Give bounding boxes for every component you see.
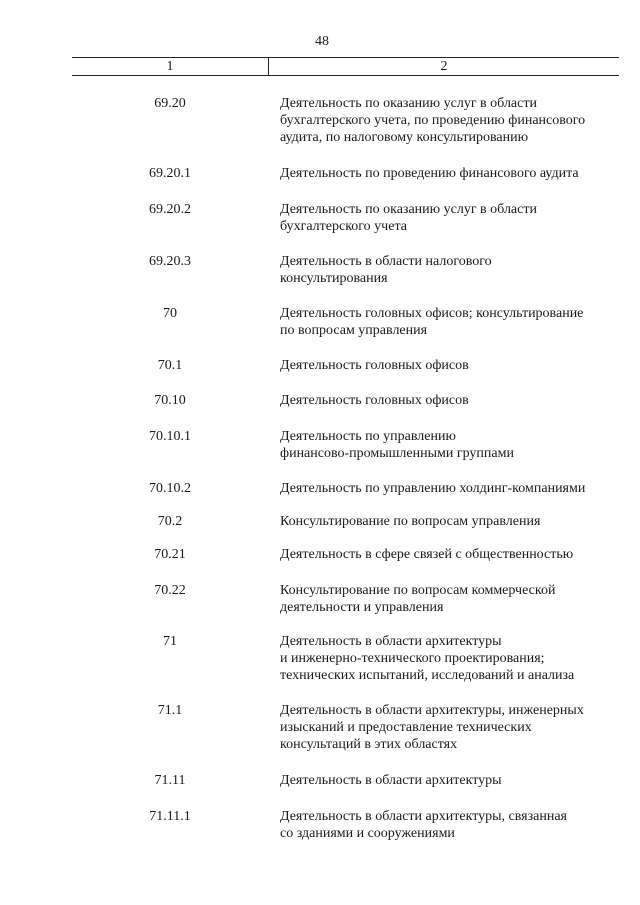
row-code: 69.20.2 xyxy=(149,202,191,217)
row-description xyxy=(280,392,625,409)
row-description-line: Деятельность головных офисов xyxy=(280,393,469,408)
row-description-line: Деятельность по проведению финансового аудита xyxy=(280,166,579,181)
row-description-line: Деятельность в области архитектуры, связанная xyxy=(280,809,567,824)
row-description-line: Деятельность головных офисов xyxy=(280,358,469,373)
row-description-line: бухгалтерского учета, по проведению финансового xyxy=(280,113,586,128)
table-row xyxy=(72,428,632,461)
row-description-line: и инженерно-технического проектирования; xyxy=(280,651,545,666)
row-description xyxy=(280,546,625,563)
table-row xyxy=(72,702,632,752)
row-description xyxy=(280,357,625,374)
table-row xyxy=(72,201,632,234)
column-header-description: 2 xyxy=(440,59,448,74)
row-description xyxy=(280,253,625,287)
table-row xyxy=(72,772,632,789)
row-code: 70.1 xyxy=(157,358,183,373)
row-description xyxy=(280,165,625,182)
row-description-line: Консультирование по вопросам коммерческой xyxy=(280,583,556,598)
row-code: 70.10.2 xyxy=(149,481,191,496)
table-header xyxy=(72,57,619,76)
table-row xyxy=(72,808,632,841)
row-description-line: Деятельность по управлению xyxy=(280,429,456,444)
row-description-line: изысканий и предоставление технических xyxy=(280,720,532,735)
row-description xyxy=(280,305,625,339)
row-description-line: Деятельность в области архитектуры, инженерных xyxy=(280,703,584,718)
row-description-line: Деятельность в области налогового xyxy=(280,254,492,269)
table-row xyxy=(72,392,632,409)
row-code: 70 xyxy=(163,306,177,321)
table-row xyxy=(72,305,632,338)
table-row xyxy=(72,582,632,615)
table-row xyxy=(72,253,632,286)
table-row xyxy=(72,165,632,182)
row-code: 69.20 xyxy=(154,96,186,111)
row-description xyxy=(280,480,625,497)
row-code: 71.1 xyxy=(157,703,183,718)
table-row xyxy=(72,546,632,563)
table-row xyxy=(72,95,632,145)
row-description xyxy=(280,95,625,146)
row-code: 71.11.1 xyxy=(149,809,191,824)
row-code: 70.22 xyxy=(154,583,186,598)
row-description-line: Деятельность головных офисов; консультирование xyxy=(280,306,584,321)
table-row xyxy=(72,633,632,683)
row-description xyxy=(280,633,625,684)
row-description xyxy=(280,772,625,789)
row-description xyxy=(280,808,625,842)
row-description-line: консультаций в этих областях xyxy=(280,737,458,752)
row-description-line: консультирования xyxy=(280,271,388,286)
row-description-line: Деятельность в сфере связей с общественностью xyxy=(280,547,574,562)
row-code: 69.20.1 xyxy=(149,166,191,181)
row-description-line: Деятельность в области архитектуры xyxy=(280,634,502,649)
row-code: 70.21 xyxy=(154,547,186,562)
page-number: 48 xyxy=(315,34,329,49)
row-description-line: аудита, по налоговому консультированию xyxy=(280,130,529,145)
table-row xyxy=(72,357,632,374)
row-code: 71.11 xyxy=(154,773,186,788)
row-description xyxy=(280,513,625,530)
row-description-line: бухгалтерского учета xyxy=(280,219,407,234)
column-header-code: 1 xyxy=(166,59,174,74)
row-description xyxy=(280,428,625,462)
row-description-line: технических испытаний, исследований и анализа xyxy=(280,668,575,683)
row-description-line: со зданиями и сооружениями xyxy=(280,826,455,841)
row-description xyxy=(280,582,625,616)
row-description xyxy=(280,201,625,235)
row-description-line: финансово-промышленными группами xyxy=(280,446,514,461)
row-code: 71 xyxy=(163,634,177,649)
table-row xyxy=(72,480,632,497)
table-row xyxy=(72,513,632,530)
row-description-line: Деятельность в области архитектуры xyxy=(280,773,502,788)
row-description-line: Деятельность по оказанию услуг в области xyxy=(280,96,537,111)
row-code: 70.2 xyxy=(157,514,183,529)
row-description-line: Деятельность по оказанию услуг в области xyxy=(280,202,537,217)
row-code: 69.20.3 xyxy=(149,254,191,269)
row-description-line: Деятельность по управлению холдинг-компаниями xyxy=(280,481,586,496)
row-description-line: деятельности и управления xyxy=(280,600,444,615)
row-code: 70.10.1 xyxy=(149,429,191,444)
row-description-line: Консультирование по вопросам управления xyxy=(280,514,541,529)
row-code: 70.10 xyxy=(154,393,186,408)
row-description xyxy=(280,702,625,753)
row-description-line: по вопросам управления xyxy=(280,323,428,338)
